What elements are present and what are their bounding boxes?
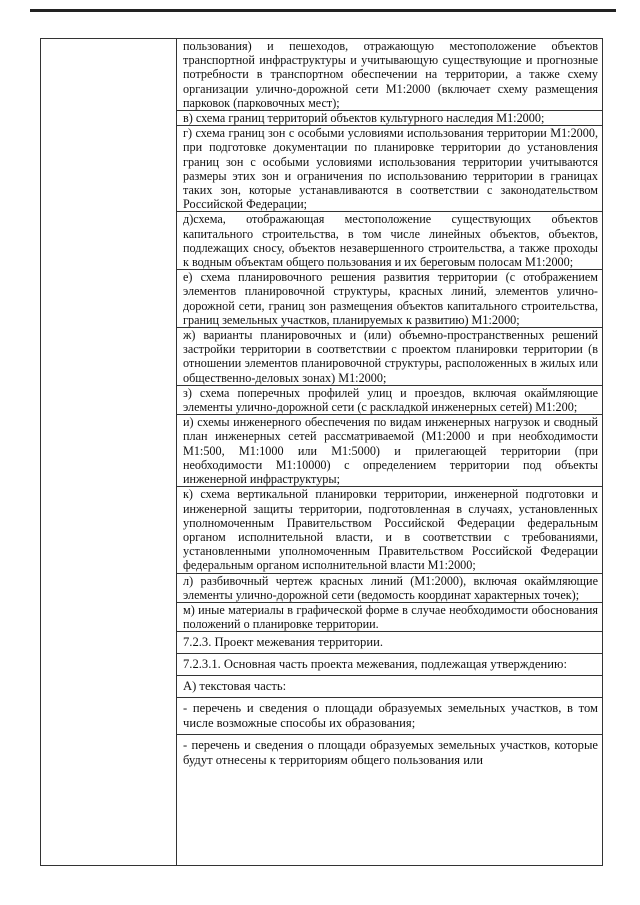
paragraph-item-l: л) разбивочный чертеж красных линий (М1:2000), включая окаймляющие элементы улично-дорожной сети (ведомость координат характерных точек); xyxy=(177,573,602,602)
paragraph-item-zh: ж) варианты планировочных и (или) объемно-пространственных решений застройки территории в соответствии с проектом планировки территории (в отношении элементов планировочной структуры, расположенных в жилых или общественно-деловых зонах) М1:2000; xyxy=(177,327,602,385)
section-heading-7-2-3: 7.2.3. Проект межевания территории. xyxy=(177,631,602,653)
section-heading-7-2-3-1: 7.2.3.1. Основная часть проекта межевания, подлежащая утверждению: xyxy=(177,653,602,675)
list-item-land-plots: - перечень и сведения о площади образуемых земельных участков, в том числе возможные способы их образования; xyxy=(177,697,602,734)
paragraph-transport-scheme: пользования) и пешеходов, отражающую местоположение объектов транспортной инфраструктуры и учитывающую существующие и прогнозные потребности в транспортном обеспечении на территории, а также схему организации улично-дорожной сети М1:2000 (включает схему размещения парковок (парковочных мест); xyxy=(183,39,598,110)
paragraph-item-e: е) схема планировочного решения развития территории (с отображением элементов планировочной структуры, красных линий, элементов улично-дорожной сети, границ зон размещения объектов капитального строительства, границ земельных участков, планируемых к развитию) М1:2000; xyxy=(177,269,602,327)
paragraph-item-z: з) схема поперечных профилей улиц и проездов, включая окаймляющие элементы улично-дорожной сети (с раскладкой инженерных сетей) М1:200; xyxy=(177,385,602,414)
list-item-public-territories: - перечень и сведения о площади образуемых земельных участков, которые будут отнесены к территориям общего пользования или xyxy=(177,734,602,771)
paragraph-item-k: к) схема вертикальной планировки территории, инженерной подготовки и инженерной защиты территории, подготовленная в случаях, установленных уполномоченным Правительством Российской Федерации федеральным органом исполнительной власти, и в соответствии с требованиями, установленными уполномоченным Правительством Российской Федерации федеральным органом исполнительной власти М1:2000; xyxy=(177,486,602,572)
paragraph-item-m: м) иные материалы в графической форме в случае необходимости обоснования положений о планировке территории. xyxy=(177,602,602,631)
paragraph-item-d: д)схема, отображающая местоположение существующих объектов капитального строительства, в том числе линейных объектов, объектов, подлежащих сносу, объектов незавершенного строительства, а также проходы к водным объектам общего пользования и их береговым полосам М1:2000; xyxy=(177,211,602,269)
table-right-column xyxy=(177,38,603,866)
paragraph-item-v: в) схема границ территорий объектов культурного наследия М1:2000; xyxy=(177,110,602,125)
top-rule xyxy=(30,9,616,12)
subheading-text-part: А) текстовая часть: xyxy=(177,675,602,697)
table-left-column xyxy=(40,38,177,866)
paragraph-item-i: и) схемы инженерного обеспечения по видам инженерных нагрузок и сводный план инженерных сетей рассматриваемой (М1:2000 и при необходимости М1:500, М1:1000 или М1:5000) и прилегающей территории (при необходимости М1:10000) с определением территории под объекты инженерной инфраструктуры; xyxy=(177,414,602,486)
paragraph-item-g: г) схема границ зон с особыми условиями использования территории М1:2000, при подготовке документации по планировке территории до установления границ зон с особыми условиями использования территории учитываются размеры этих зон и ограничения по использованию территории в границах таких зон, которые устанавливаются в соответствии с законодательством Российской Федерации; xyxy=(177,125,602,211)
